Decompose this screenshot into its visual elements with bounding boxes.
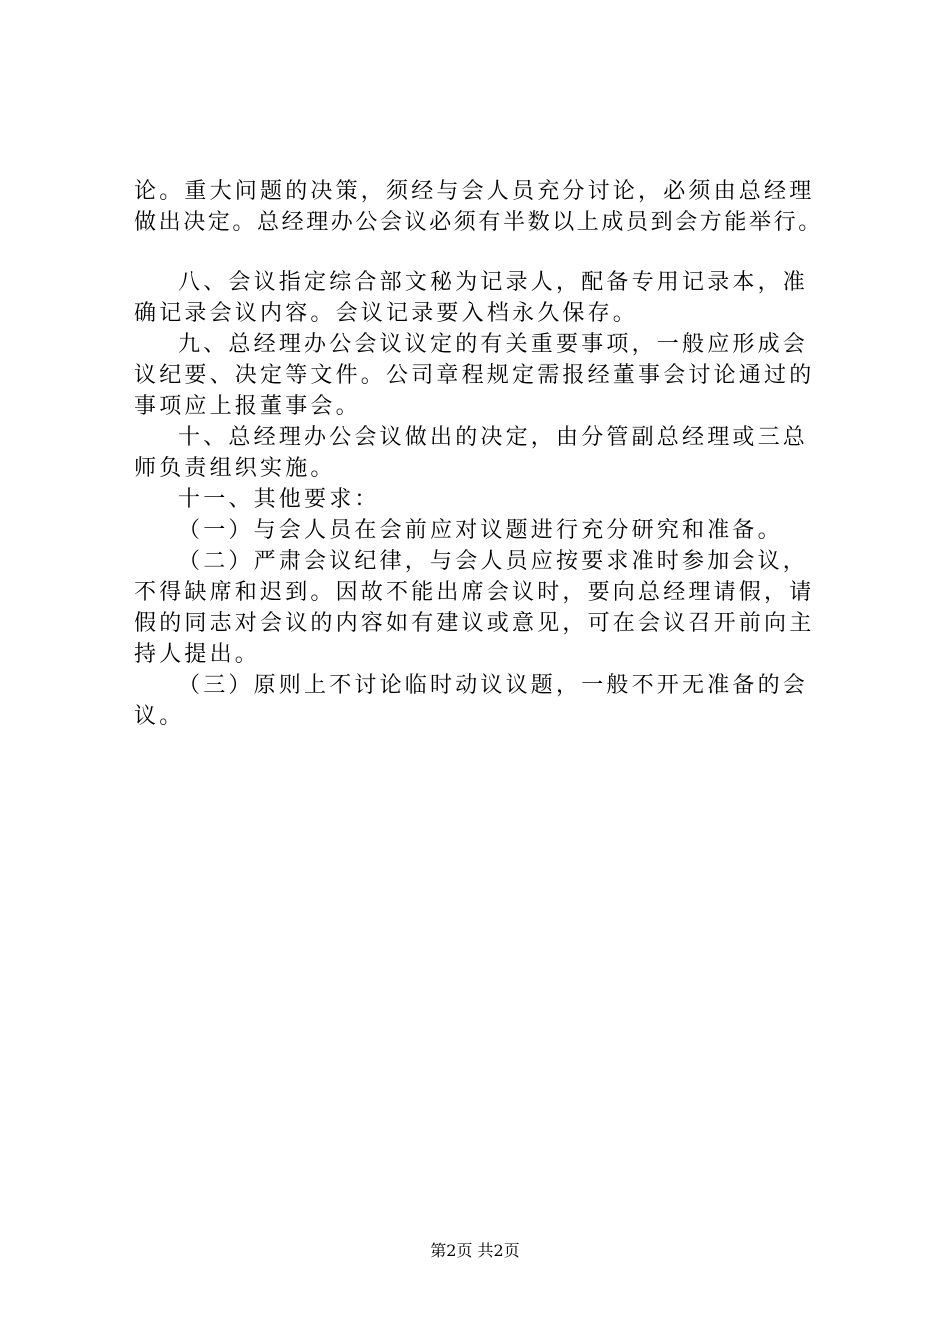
text-line: 十、总经理办公会议做出的决定，由分管副总经理或三总 [178,425,809,450]
text-line: （三）原则上不讨论临时动议议题，一般不开无准备的会 [178,673,809,698]
text-line: 九、总经理办公会议议定的有关重要事项，一般应形成会 [178,332,809,357]
text-line: 确记录会议内容。会议记录要入档永久保存。 [134,301,639,326]
text-line: 十一、其他要求： [178,487,380,512]
text-line: 八、会议指定综合部文秘为记录人，配备专用记录本，准 [178,270,809,295]
text-line: （一）与会人员在会前应对议题进行充分研究和准备。 [178,518,783,543]
text-line: 持人提出。 [134,642,261,667]
text-line: 做出决定。总经理办公会议必须有半数以上成员到会方能举行。 [134,210,823,235]
text-line: 议。 [134,704,185,729]
text-line: 事项应上报董事会。 [134,394,361,419]
text-line: （二）严肃会议纪律，与会人员应按要求准时参加会议， [178,549,809,574]
text-line: 议纪要、决定等文件。公司章程规定需报经董事会讨论通过的 [134,363,815,388]
text-line: 论。重大问题的决策，须经与会人员充分讨论，必须由总经理 [134,179,815,204]
text-line: 不得缺席和迟到。因故不能出席会议时，要向总经理请假，请 [134,580,815,605]
text-line: 假的同志对会议的内容如有建议或意见，可在会议召开前向主 [134,611,815,636]
page-number-footer: 第2页 共2页 [430,1241,520,1260]
text-line: 师负责组织实施。 [134,456,336,481]
